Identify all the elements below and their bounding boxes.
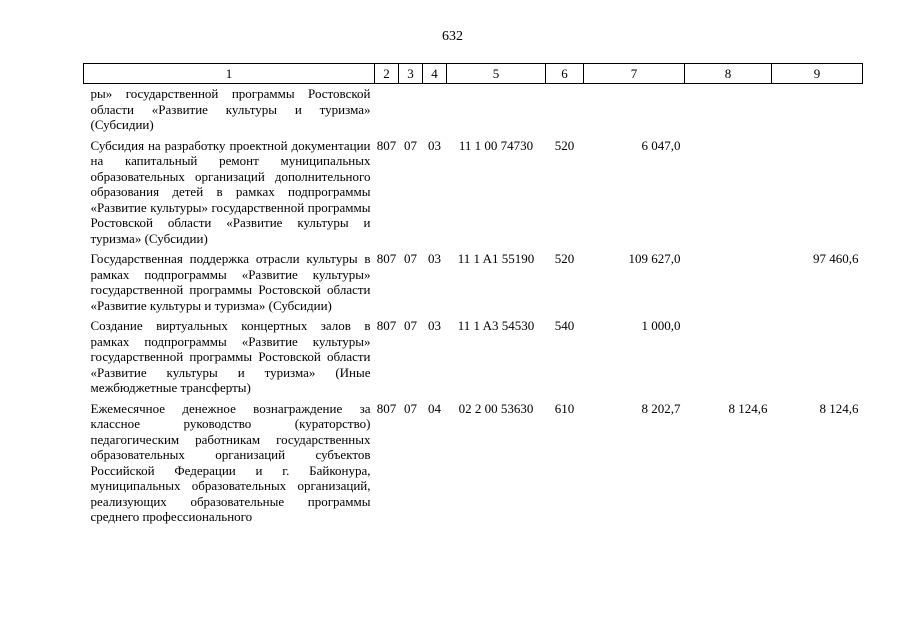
row-description: Ежемесячное денежное вознаграждение за классное руководство (кураторство) педагогическим работникам государственных образовательных организаций субъектов Российской Федерации и г. Байконура, муниципальных образовательных организаций, реализующих образовательные программы среднего профессионального [90, 400, 371, 524]
table-row [84, 249, 863, 316]
cell-amount-2 [685, 84, 772, 136]
cell-amount-3 [772, 316, 863, 399]
header-cell: 7 [584, 64, 685, 84]
cell-expense-type: 610 [554, 400, 575, 416]
cell-amount-1: 1 000,0 [641, 318, 681, 333]
header-cell: 8 [685, 64, 772, 84]
cell-amount-2 [685, 249, 772, 316]
cell-section: 07 [404, 137, 417, 153]
table-row [84, 84, 863, 136]
header-cell: 9 [772, 64, 863, 84]
page-number: 632 [442, 29, 463, 44]
cell-admin-code: 807 [376, 400, 397, 416]
cell-amount-2 [685, 136, 772, 250]
cell-subsection: 03 [428, 251, 441, 266]
header-cell: 2 [375, 64, 399, 84]
cell-admin-code: 807 [376, 318, 397, 333]
cell-expense-type: 540 [554, 318, 575, 333]
cell-target-code: 11 1 A1 55190 [457, 251, 535, 266]
header-cell: 4 [423, 64, 447, 84]
cell-admin-code: 807 [376, 251, 397, 266]
cell-amount-3: 8 124,6 [819, 400, 859, 416]
table-row [84, 316, 863, 399]
cell-expense-type [546, 84, 584, 136]
cell-admin-code: 807 [376, 137, 397, 153]
cell-subsection: 04 [428, 400, 441, 416]
cell-subsection [423, 84, 447, 136]
cell-amount-1: 6 047,0 [641, 137, 681, 153]
row-description: Создание виртуальных концертных залов в рамках подпрограммы «Развитие культуры» государственной программы Ростовской области «Развитие культуры и туризма» (Иные межбюджетные трансферты) [90, 318, 371, 395]
cell-subsection: 03 [428, 318, 441, 333]
row-description: ры» государственной программы Ростовской области «Развитие культуры и туризма» (Субсидии) [90, 86, 371, 132]
table-header [84, 64, 863, 84]
cell-target-code: 02 2 00 53630 [458, 400, 534, 416]
row-description: Государственная поддержка отрасли культуры в рамках подпрограммы «Развитие культуры» государственной программы Ростовской области «Развитие культуры и туризма» (Субсидии) [90, 251, 371, 313]
cell-target-code: 11 1 00 74730 [458, 137, 534, 153]
cell-amount-1: 8 202,7 [641, 400, 681, 416]
cell-amount-3: 97 460,6 [813, 251, 859, 266]
cell-section: 07 [404, 318, 417, 333]
cell-amount-2: 8 124,6 [728, 400, 768, 416]
row-description: Субсидия на разработку проектной документации на капитальный ремонт муниципальных образовательных организаций дополнительного образования детей в рамках подпрограммы «Развитие культуры» государственной программы Ростовской области «Развитие культуры и туризма» (Субсидии) [90, 137, 371, 246]
header-cell: 1 [84, 64, 375, 84]
cell-amount-1 [584, 84, 685, 136]
header-cell: 5 [447, 64, 546, 84]
budget-table [83, 63, 863, 528]
cell-section [399, 84, 423, 136]
cell-expense-type: 520 [554, 137, 575, 153]
cell-section: 07 [404, 400, 417, 416]
table-row [84, 399, 863, 528]
cell-subsection: 03 [428, 137, 441, 153]
cell-amount-1: 109 627,0 [628, 251, 681, 266]
cell-section: 07 [404, 251, 417, 266]
header-cell: 6 [546, 64, 584, 84]
cell-target-code [447, 84, 546, 136]
cell-target-code: 11 1 A3 54530 [457, 318, 535, 333]
header-cell: 3 [399, 64, 423, 84]
table-row [84, 136, 863, 250]
cell-admin-code [375, 84, 399, 136]
cell-amount-3 [772, 84, 863, 136]
cell-amount-2 [685, 316, 772, 399]
cell-amount-3 [772, 136, 863, 250]
cell-expense-type: 520 [554, 251, 575, 266]
